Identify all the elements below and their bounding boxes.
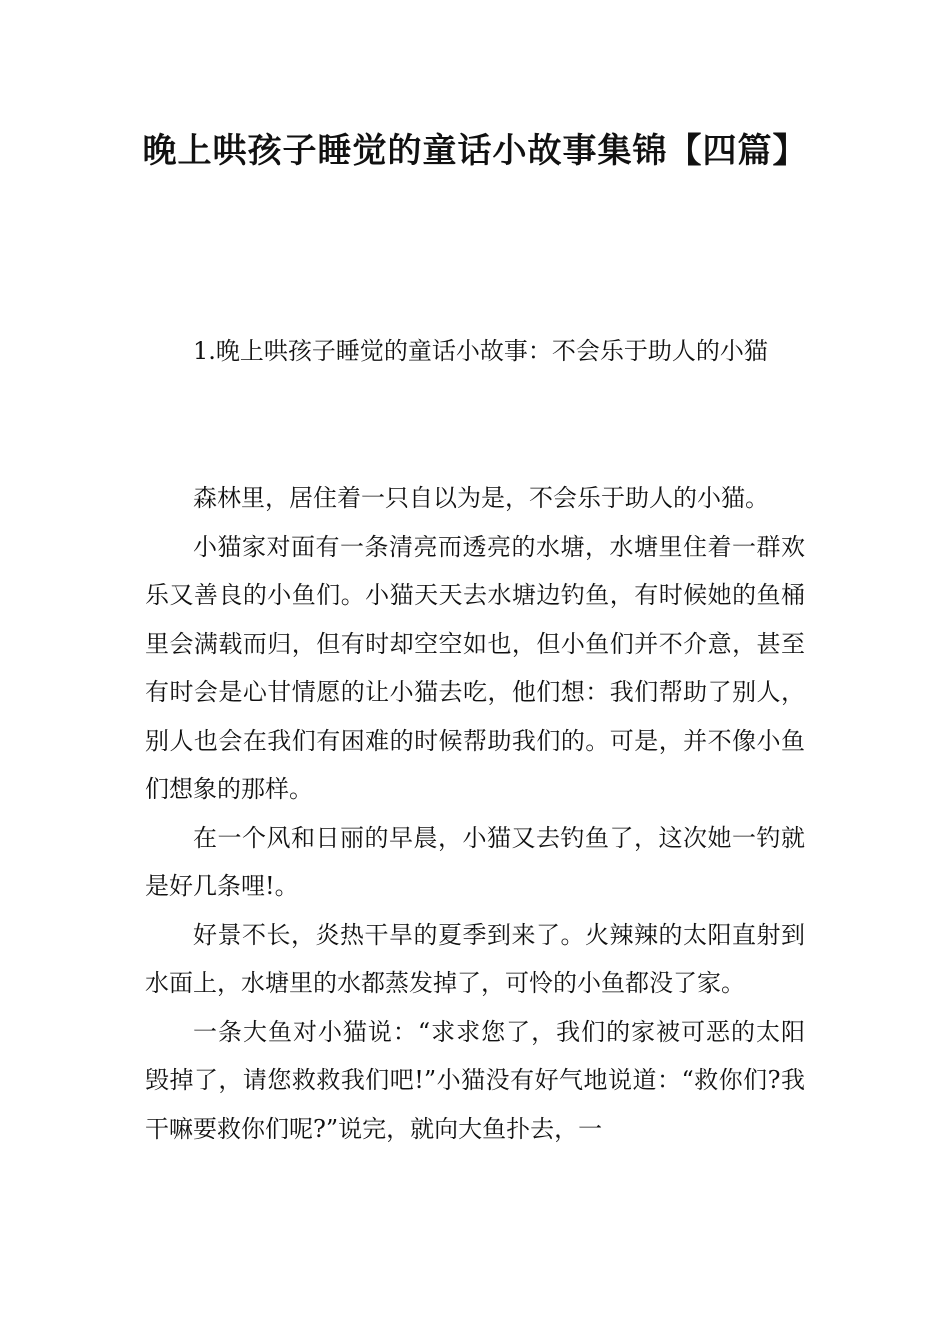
- paragraph-4: 好景不长，炎热干旱的夏季到来了。火辣辣的太阳直射到水面上，水塘里的水都蒸发掉了，可怜的小鱼都没了家。: [145, 920, 805, 997]
- story-body: [145, 474, 805, 1153]
- document-title: 晚上哄孩子睡觉的童话小故事集锦【四篇】: [142, 131, 808, 171]
- paragraph-3: 在一个风和日丽的早晨，小猫又去钓鱼了，这次她一钓就是好几条哩!。: [145, 823, 805, 900]
- section-heading: 1.晚上哄孩子睡觉的童话小故事：不会乐于助人的小猫: [193, 337, 768, 365]
- paragraph-5: 一条大鱼对小猫说：“求求您了，我们的家被可恶的太阳毁掉了，请您救救我们吧!”小猫没有好气地说道：“救你们?我干嘛要救你们呢?”说完，就向大鱼扑去，一: [145, 1017, 805, 1143]
- paragraph-2: 小猫家对面有一条清亮而透亮的水塘，水塘里住着一群欢乐又善良的小鱼们。小猫天天去水塘边钓鱼，有时候她的鱼桶里会满载而归，但有时却空空如也，但小鱼们并不介意，甚至有时会是心甘情愿的让小猫去吃，他们想：我们帮助了别人，别人也会在我们有困难的时候帮助我们的。可是，并不像小鱼们想象的那样。: [145, 532, 805, 803]
- paragraph-1: 森林里，居住着一只自以为是，不会乐于助人的小猫。: [193, 484, 769, 512]
- section-heading-block: [145, 327, 805, 376]
